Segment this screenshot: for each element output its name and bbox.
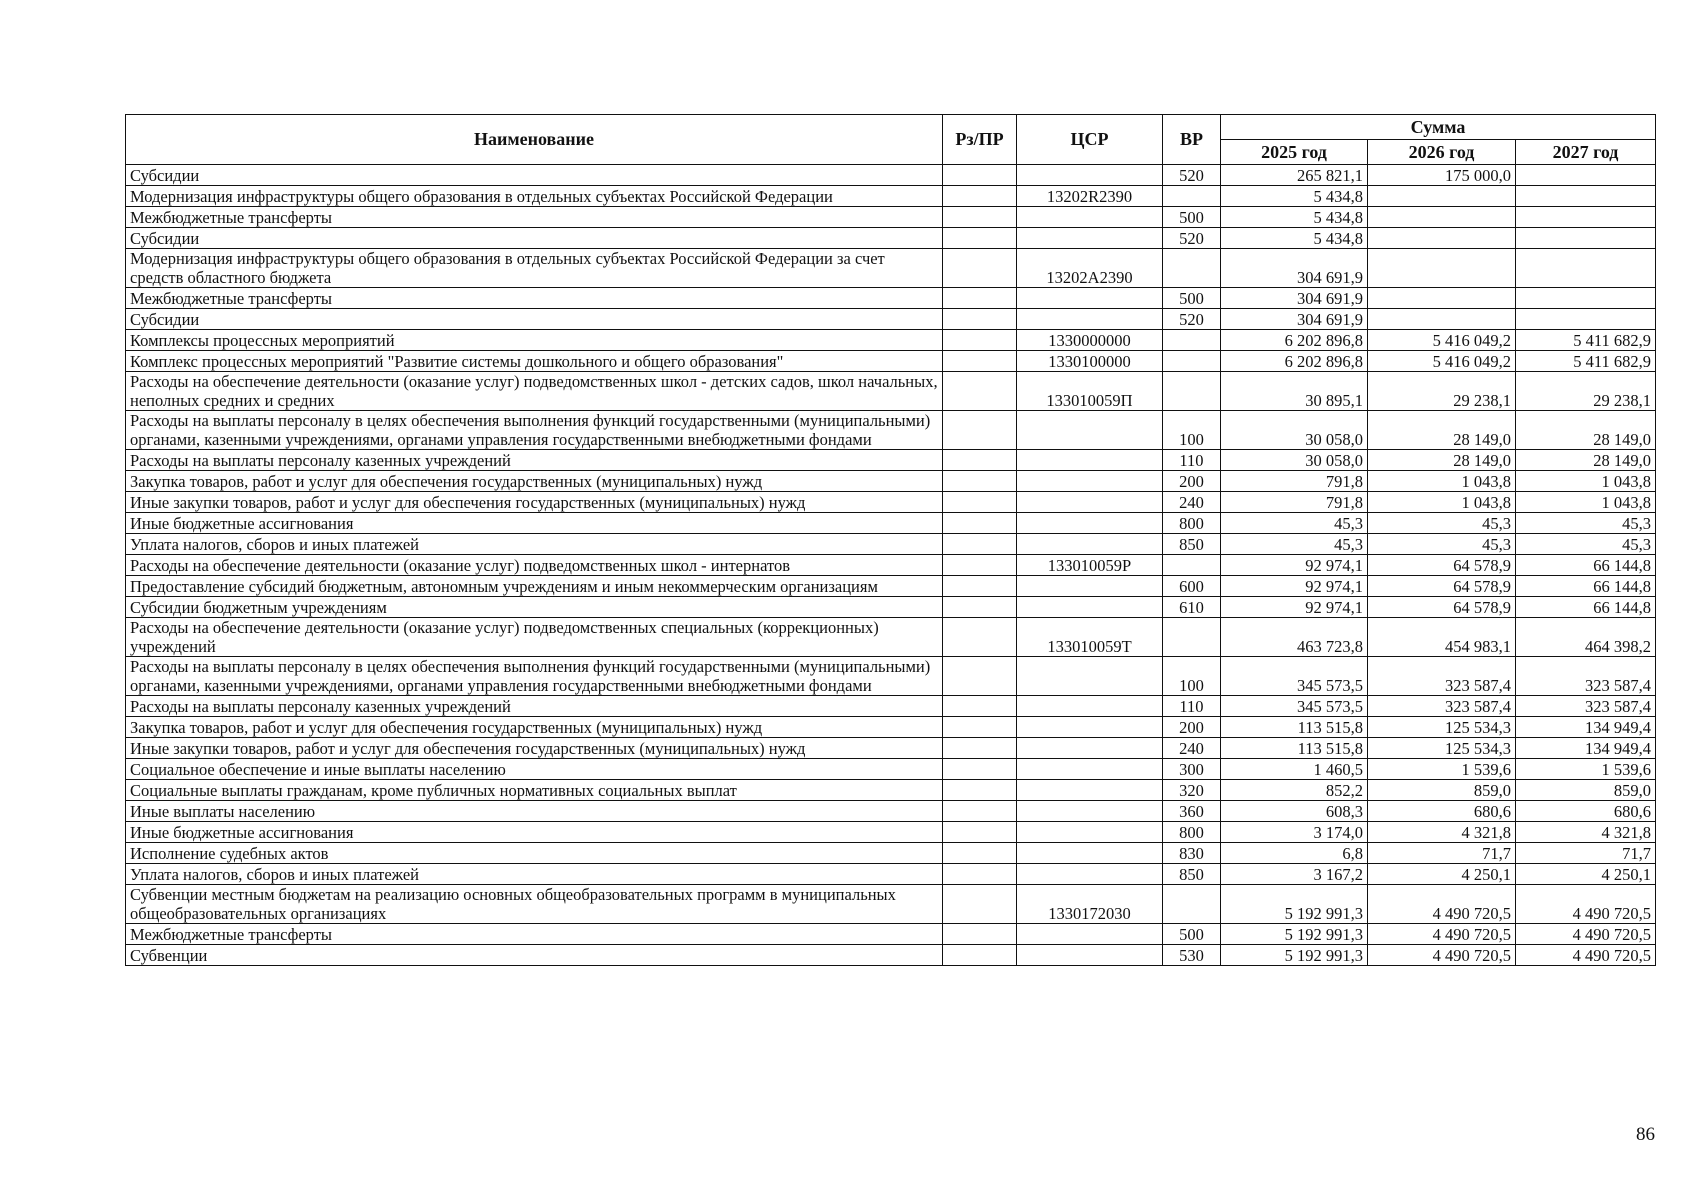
table-row	[126, 822, 1656, 843]
cell-rz-pr	[943, 657, 1017, 696]
cell-2025: 3 167,2	[1221, 864, 1368, 885]
cell-vr: 500	[1163, 288, 1221, 309]
cell-2027	[1516, 309, 1656, 330]
cell-2025: 30 895,1	[1221, 372, 1368, 411]
table-row	[126, 945, 1656, 966]
cell-rz-pr	[943, 165, 1017, 186]
cell-2025: 5 434,8	[1221, 207, 1368, 228]
cell-2026	[1368, 309, 1516, 330]
table-row	[126, 780, 1656, 801]
cell-vr: 100	[1163, 657, 1221, 696]
cell-2027: 4 490 720,5	[1516, 945, 1656, 966]
budget-table	[125, 114, 1656, 966]
cell-2025: 265 821,1	[1221, 165, 1368, 186]
cell-2027: 134 949,4	[1516, 717, 1656, 738]
cell-rz-pr	[943, 186, 1017, 207]
cell-vr	[1163, 186, 1221, 207]
cell-csr	[1017, 696, 1163, 717]
header-year-2027: 2027 год	[1516, 140, 1656, 165]
cell-name: Расходы на обеспечение деятельности (оказание услуг) подведомственных школ - детских садов, школ начальных, неполных средних и средних	[126, 372, 943, 411]
cell-2026: 28 149,0	[1368, 411, 1516, 450]
cell-2026: 64 578,9	[1368, 576, 1516, 597]
cell-name: Комплексы процессных мероприятий	[126, 330, 943, 351]
cell-2026: 5 416 049,2	[1368, 330, 1516, 351]
cell-name: Расходы на выплаты персоналу казенных учреждений	[126, 450, 943, 471]
cell-rz-pr	[943, 843, 1017, 864]
cell-name: Иные закупки товаров, работ и услуг для обеспечения государственных (муниципальных) нужд	[126, 738, 943, 759]
cell-name: Субсидии	[126, 228, 943, 249]
cell-name: Исполнение судебных актов	[126, 843, 943, 864]
cell-rz-pr	[943, 372, 1017, 411]
cell-rz-pr	[943, 759, 1017, 780]
header-vr: ВР	[1163, 115, 1221, 165]
cell-vr	[1163, 618, 1221, 657]
cell-2027: 4 490 720,5	[1516, 924, 1656, 945]
table-row	[126, 801, 1656, 822]
cell-name: Социальные выплаты гражданам, кроме публичных нормативных социальных выплат	[126, 780, 943, 801]
cell-rz-pr	[943, 513, 1017, 534]
cell-name: Субвенции местным бюджетам на реализацию основных общеобразовательных программ в муниципальных общеобразовательных организациях	[126, 885, 943, 924]
cell-rz-pr	[943, 228, 1017, 249]
cell-2026: 45,3	[1368, 513, 1516, 534]
cell-rz-pr	[943, 780, 1017, 801]
cell-name: Предоставление субсидий бюджетным, автономным учреждениям и иным некоммерческим организациям	[126, 576, 943, 597]
budget-sheet	[125, 114, 1655, 966]
cell-vr: 520	[1163, 165, 1221, 186]
cell-2026	[1368, 186, 1516, 207]
cell-2026: 125 534,3	[1368, 738, 1516, 759]
cell-csr: 133010059П	[1017, 372, 1163, 411]
cell-2025: 791,8	[1221, 471, 1368, 492]
cell-csr: 13202R2390	[1017, 186, 1163, 207]
cell-vr: 850	[1163, 534, 1221, 555]
cell-vr: 520	[1163, 228, 1221, 249]
cell-csr	[1017, 780, 1163, 801]
cell-vr: 300	[1163, 759, 1221, 780]
cell-2025: 30 058,0	[1221, 411, 1368, 450]
cell-csr: 1330100000	[1017, 351, 1163, 372]
cell-2026: 1 539,6	[1368, 759, 1516, 780]
cell-name: Иные бюджетные ассигнования	[126, 822, 943, 843]
cell-vr	[1163, 330, 1221, 351]
cell-2026: 4 490 720,5	[1368, 924, 1516, 945]
cell-2027: 66 144,8	[1516, 576, 1656, 597]
cell-csr: 13202A2390	[1017, 249, 1163, 288]
cell-vr: 600	[1163, 576, 1221, 597]
cell-csr	[1017, 513, 1163, 534]
cell-rz-pr	[943, 450, 1017, 471]
cell-2025: 304 691,9	[1221, 309, 1368, 330]
cell-rz-pr	[943, 945, 1017, 966]
cell-2025: 45,3	[1221, 513, 1368, 534]
cell-vr: 240	[1163, 492, 1221, 513]
table-row	[126, 411, 1656, 450]
table-row	[126, 492, 1656, 513]
header-year-2025: 2025 год	[1221, 140, 1368, 165]
cell-2025: 345 573,5	[1221, 696, 1368, 717]
cell-csr	[1017, 738, 1163, 759]
cell-name: Межбюджетные трансферты	[126, 207, 943, 228]
cell-name: Межбюджетные трансферты	[126, 924, 943, 945]
table-row	[126, 450, 1656, 471]
cell-2027: 464 398,2	[1516, 618, 1656, 657]
cell-csr	[1017, 759, 1163, 780]
cell-2025: 30 058,0	[1221, 450, 1368, 471]
cell-rz-pr	[943, 351, 1017, 372]
cell-rz-pr	[943, 738, 1017, 759]
cell-csr	[1017, 864, 1163, 885]
cell-vr: 200	[1163, 717, 1221, 738]
cell-rz-pr	[943, 717, 1017, 738]
cell-2026: 71,7	[1368, 843, 1516, 864]
cell-2025: 5 192 991,3	[1221, 945, 1368, 966]
cell-2026: 4 490 720,5	[1368, 885, 1516, 924]
cell-name: Субсидии	[126, 165, 943, 186]
cell-csr	[1017, 471, 1163, 492]
table-row	[126, 576, 1656, 597]
cell-name: Модернизация инфраструктуры общего образования в отдельных субъектах Российской Федерации за счет средств областного бюджета	[126, 249, 943, 288]
table-row	[126, 924, 1656, 945]
cell-csr: 133010059Р	[1017, 555, 1163, 576]
cell-2027: 680,6	[1516, 801, 1656, 822]
cell-name: Субсидии бюджетным учреждениям	[126, 597, 943, 618]
table-row	[126, 696, 1656, 717]
table-row	[126, 843, 1656, 864]
table-row	[126, 165, 1656, 186]
cell-vr: 320	[1163, 780, 1221, 801]
cell-2027: 45,3	[1516, 513, 1656, 534]
cell-vr: 520	[1163, 309, 1221, 330]
cell-csr	[1017, 822, 1163, 843]
cell-2026: 859,0	[1368, 780, 1516, 801]
cell-vr	[1163, 249, 1221, 288]
cell-2027: 134 949,4	[1516, 738, 1656, 759]
cell-2025: 345 573,5	[1221, 657, 1368, 696]
table-row	[126, 759, 1656, 780]
cell-name: Расходы на выплаты персоналу в целях обеспечения выполнения функций государственными (муниципальными) органами, казенными учреждениями, органами управления государственными внебюджетными фондами	[126, 411, 943, 450]
cell-csr	[1017, 924, 1163, 945]
cell-vr: 530	[1163, 945, 1221, 966]
cell-2027: 323 587,4	[1516, 696, 1656, 717]
cell-2027: 1 043,8	[1516, 492, 1656, 513]
cell-2027: 4 490 720,5	[1516, 885, 1656, 924]
cell-2025: 791,8	[1221, 492, 1368, 513]
cell-2025: 113 515,8	[1221, 738, 1368, 759]
cell-vr: 610	[1163, 597, 1221, 618]
table-row	[126, 288, 1656, 309]
header-year-2026: 2026 год	[1368, 140, 1516, 165]
cell-2027	[1516, 186, 1656, 207]
cell-2027	[1516, 165, 1656, 186]
cell-vr: 100	[1163, 411, 1221, 450]
cell-2026	[1368, 228, 1516, 249]
table-row	[126, 864, 1656, 885]
cell-2026: 45,3	[1368, 534, 1516, 555]
cell-2025: 304 691,9	[1221, 288, 1368, 309]
table-row	[126, 513, 1656, 534]
cell-2027	[1516, 249, 1656, 288]
cell-rz-pr	[943, 696, 1017, 717]
cell-2026: 680,6	[1368, 801, 1516, 822]
cell-csr	[1017, 288, 1163, 309]
cell-2026: 323 587,4	[1368, 696, 1516, 717]
cell-2026: 125 534,3	[1368, 717, 1516, 738]
table-row	[126, 555, 1656, 576]
cell-name: Расходы на выплаты персоналу в целях обеспечения выполнения функций государственными (муниципальными) органами, казенными учреждениями, органами управления государственными внебюджетными фондами	[126, 657, 943, 696]
cell-vr	[1163, 885, 1221, 924]
cell-2026	[1368, 249, 1516, 288]
cell-2026: 454 983,1	[1368, 618, 1516, 657]
cell-2025: 5 434,8	[1221, 228, 1368, 249]
cell-2027	[1516, 207, 1656, 228]
table-row	[126, 657, 1656, 696]
table-row	[126, 309, 1656, 330]
table-row	[126, 207, 1656, 228]
cell-2025: 92 974,1	[1221, 555, 1368, 576]
table-row	[126, 372, 1656, 411]
cell-2026: 28 149,0	[1368, 450, 1516, 471]
cell-vr	[1163, 351, 1221, 372]
cell-2025: 608,3	[1221, 801, 1368, 822]
table-row	[126, 885, 1656, 924]
cell-2026: 1 043,8	[1368, 492, 1516, 513]
cell-2026: 64 578,9	[1368, 555, 1516, 576]
cell-rz-pr	[943, 885, 1017, 924]
cell-2027: 71,7	[1516, 843, 1656, 864]
cell-2027: 66 144,8	[1516, 555, 1656, 576]
cell-name: Иные выплаты населению	[126, 801, 943, 822]
cell-rz-pr	[943, 822, 1017, 843]
table-row	[126, 186, 1656, 207]
cell-rz-pr	[943, 249, 1017, 288]
cell-vr: 110	[1163, 696, 1221, 717]
cell-vr: 800	[1163, 822, 1221, 843]
cell-rz-pr	[943, 207, 1017, 228]
cell-csr	[1017, 717, 1163, 738]
cell-csr	[1017, 576, 1163, 597]
cell-rz-pr	[943, 555, 1017, 576]
table-row	[126, 471, 1656, 492]
cell-2025: 5 434,8	[1221, 186, 1368, 207]
cell-csr: 133010059Т	[1017, 618, 1163, 657]
cell-2026: 175 000,0	[1368, 165, 1516, 186]
cell-csr	[1017, 597, 1163, 618]
cell-csr	[1017, 411, 1163, 450]
cell-rz-pr	[943, 597, 1017, 618]
cell-rz-pr	[943, 864, 1017, 885]
cell-vr: 200	[1163, 471, 1221, 492]
cell-rz-pr	[943, 576, 1017, 597]
cell-2026: 4 321,8	[1368, 822, 1516, 843]
cell-vr: 110	[1163, 450, 1221, 471]
cell-2027: 859,0	[1516, 780, 1656, 801]
cell-2027: 28 149,0	[1516, 411, 1656, 450]
cell-rz-pr	[943, 801, 1017, 822]
cell-2025: 45,3	[1221, 534, 1368, 555]
cell-vr: 850	[1163, 864, 1221, 885]
cell-2025: 463 723,8	[1221, 618, 1368, 657]
cell-2025: 92 974,1	[1221, 576, 1368, 597]
cell-2025: 304 691,9	[1221, 249, 1368, 288]
cell-name: Иные закупки товаров, работ и услуг для обеспечения государственных (муниципальных) нужд	[126, 492, 943, 513]
cell-csr	[1017, 309, 1163, 330]
cell-2026: 4 250,1	[1368, 864, 1516, 885]
table-row	[126, 330, 1656, 351]
cell-2026: 5 416 049,2	[1368, 351, 1516, 372]
cell-2025: 1 460,5	[1221, 759, 1368, 780]
cell-2027: 28 149,0	[1516, 450, 1656, 471]
cell-2027: 45,3	[1516, 534, 1656, 555]
cell-2025: 113 515,8	[1221, 717, 1368, 738]
cell-csr: 1330000000	[1017, 330, 1163, 351]
cell-2027	[1516, 228, 1656, 249]
cell-2027	[1516, 288, 1656, 309]
cell-name: Расходы на выплаты персоналу казенных учреждений	[126, 696, 943, 717]
cell-name: Межбюджетные трансферты	[126, 288, 943, 309]
cell-2025: 852,2	[1221, 780, 1368, 801]
header-sum: Сумма	[1221, 115, 1656, 140]
cell-name: Субсидии	[126, 309, 943, 330]
cell-2027: 66 144,8	[1516, 597, 1656, 618]
cell-vr: 500	[1163, 207, 1221, 228]
table-row	[126, 597, 1656, 618]
cell-name: Расходы на обеспечение деятельности (оказание услуг) подведомственных школ - интернатов	[126, 555, 943, 576]
cell-name: Закупка товаров, работ и услуг для обеспечения государственных (муниципальных) нужд	[126, 717, 943, 738]
table-row	[126, 717, 1656, 738]
cell-csr	[1017, 492, 1163, 513]
header-rz-pr: Рз/ПР	[943, 115, 1017, 165]
cell-2025: 5 192 991,3	[1221, 885, 1368, 924]
cell-name: Модернизация инфраструктуры общего образования в отдельных субъектах Российской Федерации	[126, 186, 943, 207]
cell-csr	[1017, 801, 1163, 822]
header-csr: ЦСР	[1017, 115, 1163, 165]
cell-name: Комплекс процессных мероприятий "Развитие системы дошкольного и общего образования"	[126, 351, 943, 372]
table-row	[126, 351, 1656, 372]
cell-csr	[1017, 207, 1163, 228]
cell-vr: 360	[1163, 801, 1221, 822]
cell-csr	[1017, 843, 1163, 864]
table-row	[126, 534, 1656, 555]
cell-vr: 500	[1163, 924, 1221, 945]
cell-name: Иные бюджетные ассигнования	[126, 513, 943, 534]
cell-2025: 6 202 896,8	[1221, 330, 1368, 351]
cell-2026: 4 490 720,5	[1368, 945, 1516, 966]
cell-name: Расходы на обеспечение деятельности (оказание услуг) подведомственных специальных (коррекционных) учреждений	[126, 618, 943, 657]
cell-csr	[1017, 657, 1163, 696]
cell-vr: 240	[1163, 738, 1221, 759]
table-body	[126, 165, 1656, 966]
page-number: 86	[1636, 1124, 1655, 1145]
cell-rz-pr	[943, 471, 1017, 492]
table-row	[126, 228, 1656, 249]
cell-2025: 6,8	[1221, 843, 1368, 864]
cell-rz-pr	[943, 309, 1017, 330]
cell-csr	[1017, 945, 1163, 966]
cell-2027: 4 250,1	[1516, 864, 1656, 885]
cell-rz-pr	[943, 492, 1017, 513]
cell-2027: 323 587,4	[1516, 657, 1656, 696]
header-name: Наименование	[126, 115, 943, 165]
cell-name: Субвенции	[126, 945, 943, 966]
cell-rz-pr	[943, 534, 1017, 555]
cell-name: Уплата налогов, сборов и иных платежей	[126, 864, 943, 885]
cell-vr: 830	[1163, 843, 1221, 864]
cell-2025: 92 974,1	[1221, 597, 1368, 618]
cell-csr	[1017, 450, 1163, 471]
cell-2025: 5 192 991,3	[1221, 924, 1368, 945]
cell-2027: 4 321,8	[1516, 822, 1656, 843]
cell-vr	[1163, 372, 1221, 411]
cell-rz-pr	[943, 618, 1017, 657]
cell-2026	[1368, 207, 1516, 228]
cell-2027: 29 238,1	[1516, 372, 1656, 411]
cell-2026: 29 238,1	[1368, 372, 1516, 411]
cell-rz-pr	[943, 330, 1017, 351]
cell-csr	[1017, 228, 1163, 249]
cell-2026	[1368, 288, 1516, 309]
cell-2027: 1 043,8	[1516, 471, 1656, 492]
cell-rz-pr	[943, 288, 1017, 309]
cell-2027: 5 411 682,9	[1516, 330, 1656, 351]
cell-2026: 1 043,8	[1368, 471, 1516, 492]
cell-name: Социальное обеспечение и иные выплаты населению	[126, 759, 943, 780]
cell-2026: 323 587,4	[1368, 657, 1516, 696]
cell-name: Закупка товаров, работ и услуг для обеспечения государственных (муниципальных) нужд	[126, 471, 943, 492]
cell-vr: 800	[1163, 513, 1221, 534]
table-row	[126, 249, 1656, 288]
cell-rz-pr	[943, 411, 1017, 450]
cell-csr	[1017, 165, 1163, 186]
table-row	[126, 738, 1656, 759]
cell-vr	[1163, 555, 1221, 576]
cell-2027: 1 539,6	[1516, 759, 1656, 780]
cell-2026: 64 578,9	[1368, 597, 1516, 618]
cell-2027: 5 411 682,9	[1516, 351, 1656, 372]
cell-csr	[1017, 534, 1163, 555]
cell-rz-pr	[943, 924, 1017, 945]
table-row	[126, 618, 1656, 657]
cell-csr: 1330172030	[1017, 885, 1163, 924]
cell-name: Уплата налогов, сборов и иных платежей	[126, 534, 943, 555]
cell-2025: 3 174,0	[1221, 822, 1368, 843]
cell-2025: 6 202 896,8	[1221, 351, 1368, 372]
